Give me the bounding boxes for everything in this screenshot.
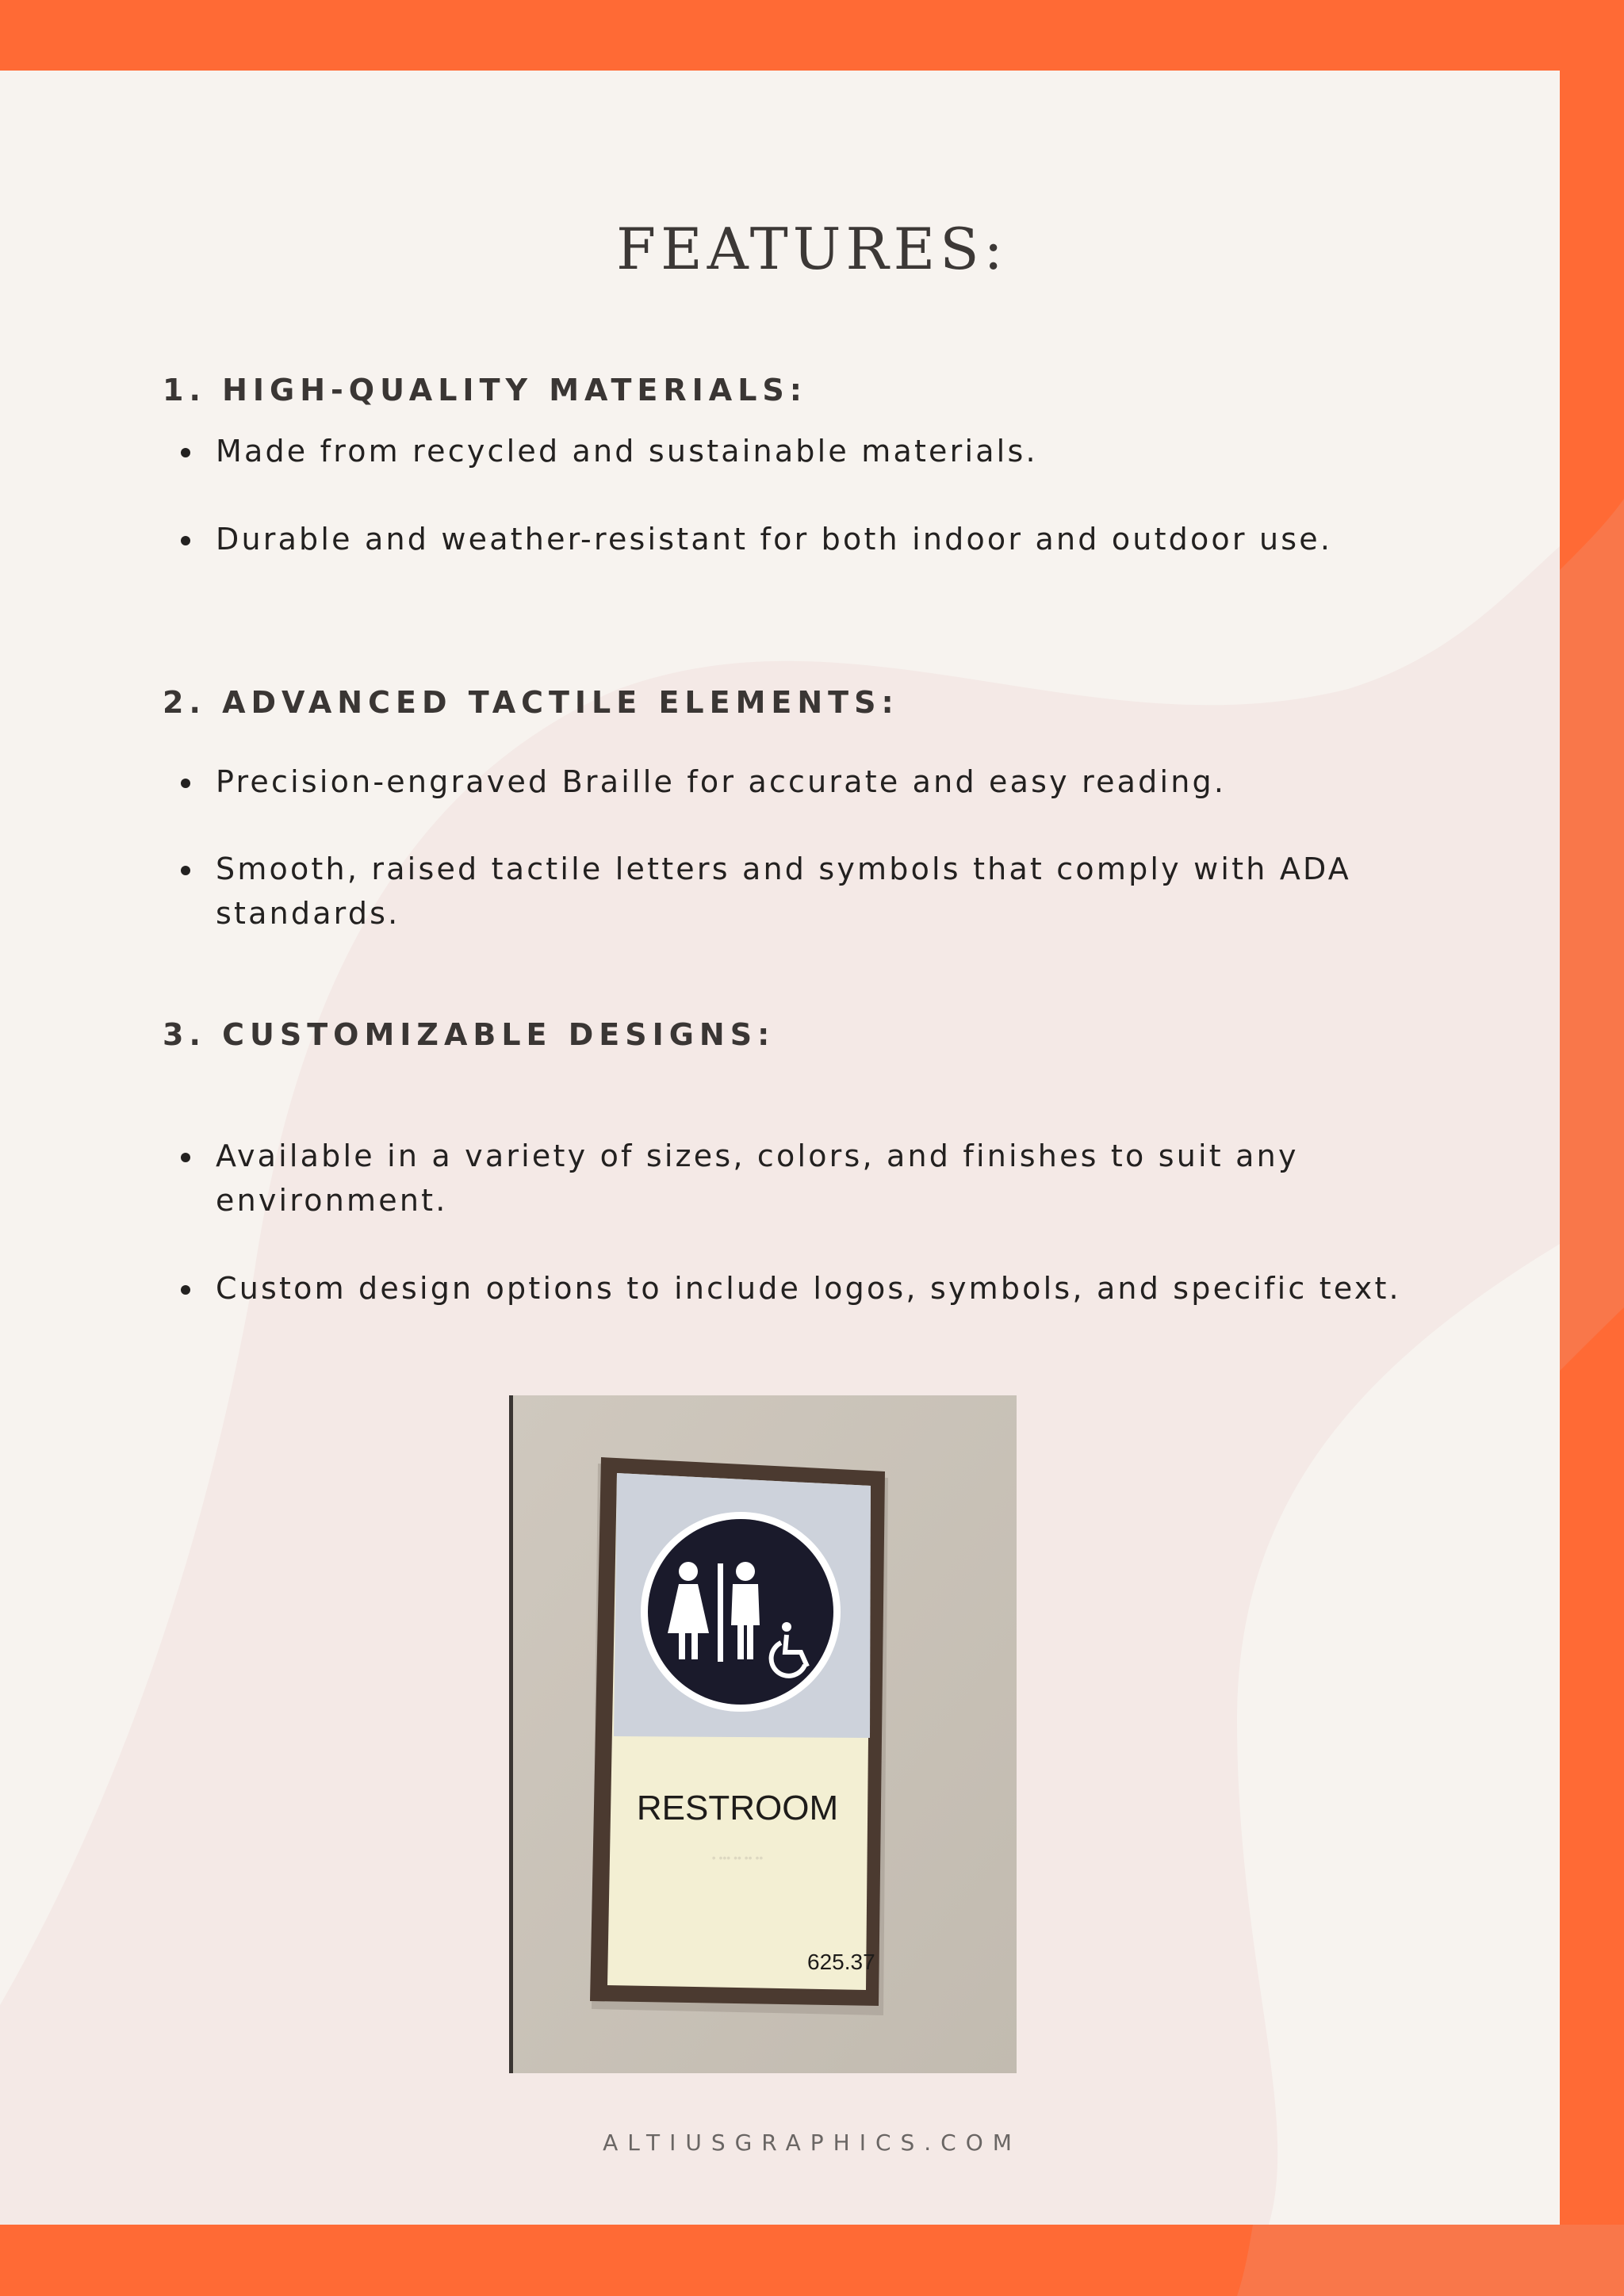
bullet-icon bbox=[181, 779, 190, 788]
footer-website: ALTIUSGRAPHICS.COM bbox=[603, 2130, 1021, 2156]
page-title: FEATURES: bbox=[616, 216, 1008, 282]
frame-blob bbox=[1560, 71, 1624, 2225]
room-number: 625.37 bbox=[807, 1950, 875, 1974]
list-item: Made from recycled and sustainable materials. bbox=[181, 429, 1450, 473]
restroom-sign-photo bbox=[509, 1395, 1017, 2073]
bullet-icon bbox=[181, 536, 190, 545]
section-heading-custom: 3. CUSTOMIZABLE DESIGNS: bbox=[163, 1017, 776, 1052]
section-heading-tactile: 2. ADVANCED TACTILE ELEMENTS: bbox=[163, 685, 899, 720]
list-item: Custom design options to include logos, symbols, and specific text. bbox=[181, 1266, 1529, 1311]
section-heading-materials: 1. HIGH-QUALITY MATERIALS: bbox=[163, 373, 807, 408]
list-item: Precision-engraved Braille for accurate and easy reading. bbox=[181, 760, 1450, 804]
frame-blob-bottom bbox=[1189, 2225, 1624, 2296]
bullet-icon bbox=[181, 448, 190, 457]
braille-dots: • ••• •• •• •• bbox=[711, 1851, 764, 1864]
list-item: Available in a variety of sizes, colors, and finishes to suit any environment. bbox=[181, 1134, 1386, 1223]
bullet-icon bbox=[181, 1153, 190, 1162]
list-item: Smooth, raised tactile letters and symbols that comply with ADA standards. bbox=[181, 847, 1434, 936]
list-item: Durable and weather-resistant for both indoor and outdoor use. bbox=[181, 517, 1450, 561]
bullet-icon bbox=[181, 866, 190, 875]
bullet-icon bbox=[181, 1285, 190, 1295]
divider-icon bbox=[718, 1563, 723, 1662]
sign-label: RESTROOM bbox=[636, 1789, 839, 1827]
